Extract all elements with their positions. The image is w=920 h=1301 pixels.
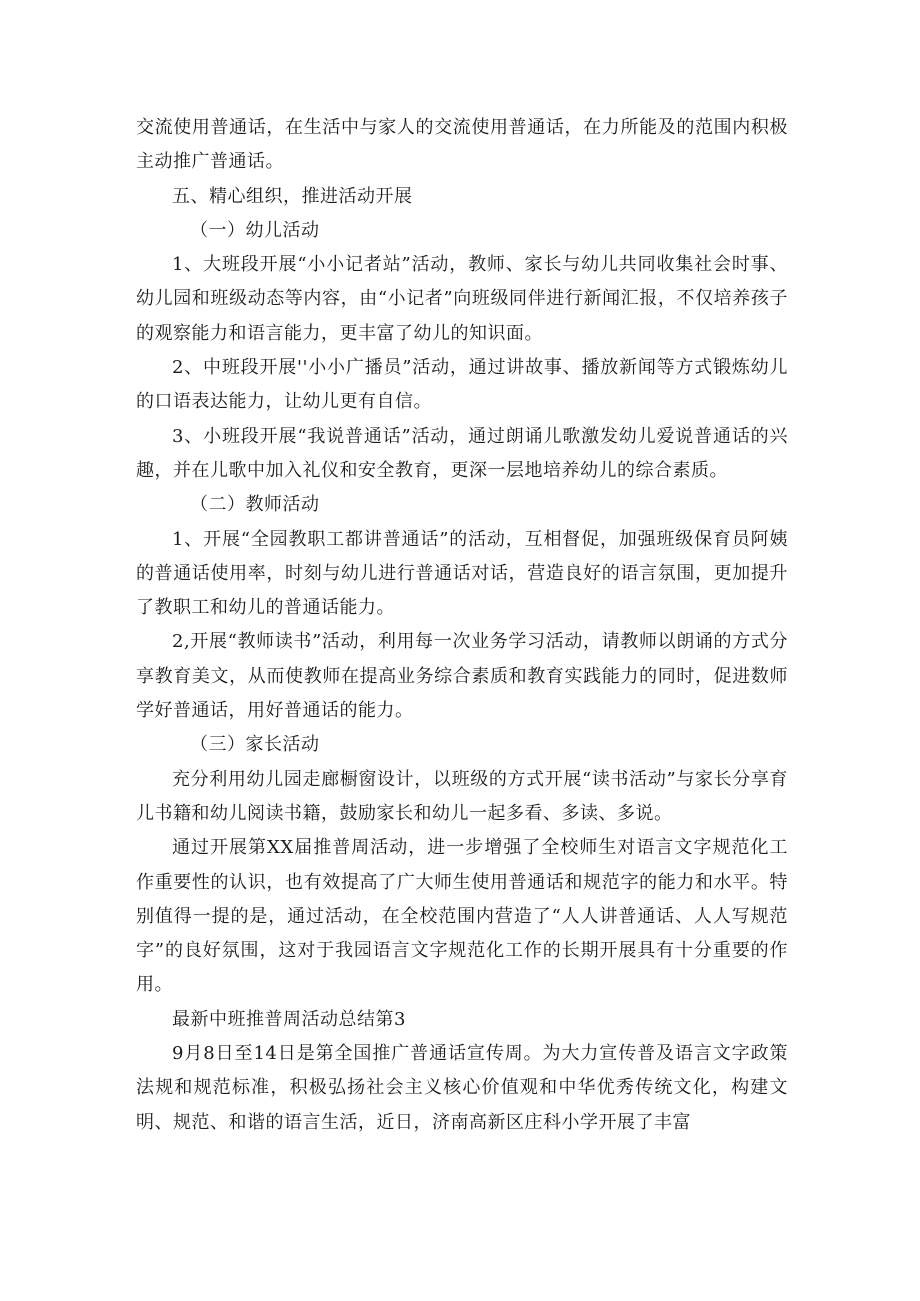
paragraph-promotion-week: 9月8日至14日是第全国推广普通话宣传周。为大力宣传普及语言文字政策法规和规范标准，积极弘扬社会主义核心价值观和中华优秀传统文化，构建文明、规范、和谐的语言生活，近日，济南高新区庄科小学开展了丰富 [136, 1043, 788, 1133]
document-body [136, 111, 788, 1140]
paragraph-continuation: 交流使用普通话，在生活中与家人的交流使用普通话，在力所能及的范围内积极主动推广普通话。 [136, 117, 788, 173]
paragraph-senior-class: 1、大班段开展“小小记者站”活动，教师、家长与幼儿共同收集社会时事、幼儿园和班级动态等内容，由“小记者”向班级同伴进行新闻汇报，不仅培养孩子的观察能力和语言能力，更丰富了幼儿的知识面。 [136, 254, 788, 344]
paragraph-middle-class: 2、中班段开展''小小广播员”活动，通过讲故事、播放新闻等方式锻炼幼儿的口语表达能力，让幼儿更有自信。 [136, 357, 788, 413]
paragraph-parent-reading: 充分利用幼儿园走廊橱窗设计，以班级的方式开展“读书活动”与家长分享育儿书籍和幼儿阅读书籍，鼓励家长和幼儿一起多看、多读、多说。 [136, 768, 788, 824]
subheading-child-activities: （一）幼儿活动 [190, 219, 320, 241]
subheading-parent-activities: （三）家长活动 [190, 734, 320, 756]
section-title-part3: 最新中班推普周活动总结第3 [172, 1008, 406, 1030]
paragraph-teacher-reading: 2,开展“教师读书”活动，利用每一次业务学习活动，请教师以朗诵的方式分享教育美文，从而使教师在提高业务综合素质和教育实践能力的同时，促进数师学好普通话，用好普通话的能力。 [136, 631, 788, 722]
paragraph-summary: 通过开展第XX届推普周活动，进一步增强了全校师生对语言文字规范化工作重要性的认识，也有效提高了广大师生使用普通话和规范字的能力和水平。特别值得一提的是，通过活动，在全校范围内营造了“人人讲普通话、人人写规范字”的良好氛围，这对于我园语言文字规范化工作的长期开展具有十分重要的作用。 [136, 837, 788, 996]
section-heading-five: 五、精心组织，推进活动开展 [172, 185, 413, 207]
subheading-teacher-activities: （二）教师活动 [190, 494, 320, 516]
paragraph-junior-class: 3、小班段开展“我说普通话”活动，通过朗诵儿歌激发幼儿爱说普通话的兴趣，并在儿歌中加入礼仪和安全教育，更深一层地培养幼儿的综合素质。 [136, 425, 788, 481]
paragraph-staff-mandarin: 1、开展“全园教职工都讲普通话”的活动，互相督促，加强班级保育员阿姨的普通话使用率，时刻与幼儿进行普通话对话，营造良好的语言氛围，更加提升了教职工和幼儿的普通话能力。 [136, 528, 788, 619]
